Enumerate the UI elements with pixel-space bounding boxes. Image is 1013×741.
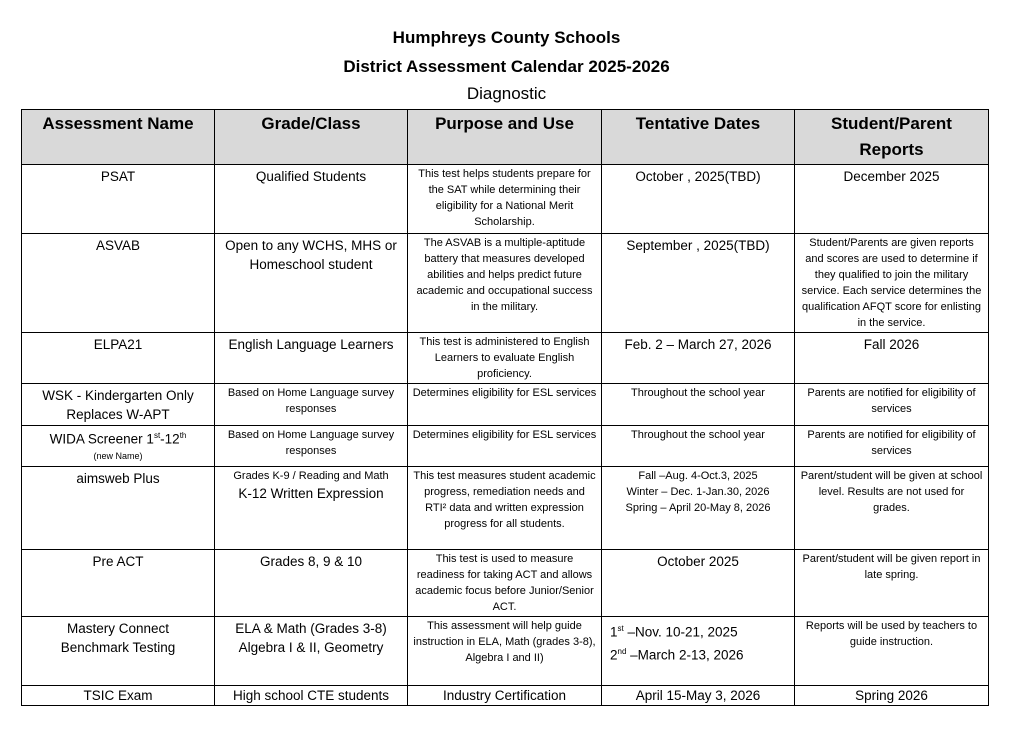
assessment-name: ELPA21	[22, 333, 215, 384]
table-row	[22, 550, 989, 617]
reports: Student/Parents are given reports and scores are used to determine if they qualified to join the military service. Each service determines the qualification AFQT score for enlisting in the service.	[795, 234, 989, 333]
reports: Spring 2026	[795, 686, 989, 706]
reports: Parent/student will be given at school level. Results are not used for grades.	[795, 467, 989, 550]
grade-class: Open to any WCHS, MHS or Homeschool student	[215, 234, 408, 333]
tentative-dates: October , 2025(TBD)	[602, 165, 795, 234]
assessment-name: Pre ACT	[22, 550, 215, 617]
dates-line: Winter – Dec. 1-Jan.30, 2026	[626, 486, 770, 498]
ordinal-suffix: st	[153, 431, 161, 440]
tentative-dates	[602, 617, 795, 686]
tentative-dates: April 15-May 3, 2026	[602, 686, 795, 706]
table-row	[22, 686, 989, 706]
grade-line: Grades K-9 / Reading and Math	[233, 470, 389, 482]
dates-line: Fall –Aug. 4-Oct.3, 2025	[638, 470, 758, 482]
purpose: Industry Certification	[408, 686, 602, 706]
name-note: (new Name)	[93, 450, 143, 461]
reports: December 2025	[795, 165, 989, 234]
purpose: This test is used to measure readiness for taking ACT and allows academic focus before Junior/Senior ACT.	[408, 550, 602, 617]
grade-line: Algebra I & II, Geometry	[238, 640, 384, 655]
col-header-grade-class: Grade/Class	[215, 110, 408, 165]
reports: Fall 2026	[795, 333, 989, 384]
document-title: Humphreys County Schools	[392, 28, 621, 47]
assessment-name-line	[26, 428, 210, 448]
dates-line: 2nd –March 2-13, 2026	[610, 646, 744, 662]
assessment-name: PSAT	[22, 165, 215, 234]
col-header-reports: Student/Parent Reports	[795, 110, 989, 165]
table-row	[22, 617, 989, 686]
table-header-row	[22, 110, 989, 165]
grade-class: Grades 8, 9 & 10	[215, 550, 408, 617]
tentative-dates: October 2025	[602, 550, 795, 617]
col-header-purpose: Purpose and Use	[408, 110, 602, 165]
grade-class: Based on Home Language survey responses	[215, 426, 408, 467]
purpose: This test is administered to English Learners to evaluate English proficiency.	[408, 333, 602, 384]
ordinal-suffix: th	[179, 431, 187, 440]
ordinal-suffix: st	[617, 624, 624, 633]
col-header-assessment-name: Assessment Name	[22, 110, 215, 165]
purpose: This test measures student academic progress, remediation needs and RTI² data and written expression progress for all students.	[408, 467, 602, 550]
table-row	[22, 426, 989, 467]
grade-class: Based on Home Language survey responses	[215, 384, 408, 426]
dates-line: Spring – April 20-May 8, 2026	[625, 502, 771, 514]
purpose: This assessment will help guide instruction in ELA, Math (grades 3-8), Algebra I and II)	[408, 617, 602, 686]
tentative-dates	[602, 467, 795, 550]
tentative-dates: Feb. 2 – March 27, 2026	[602, 333, 795, 384]
purpose: The ASVAB is a multiple-aptitude battery that measures developed abilities and helps predict future academic and occupational success in the military.	[408, 234, 602, 333]
document-subtitle: District Assessment Calendar 2025-2026	[343, 57, 670, 76]
ordinal-suffix: nd	[617, 646, 627, 656]
assessment-name: TSIC Exam	[22, 686, 215, 706]
col-header-dates: Tentative Dates	[602, 110, 795, 165]
purpose: Determines eligibility for ESL services	[408, 384, 602, 426]
reports: Parents are notified for eligibility of services	[795, 384, 989, 426]
grade-class: Qualified Students	[215, 165, 408, 234]
name-part: WIDA Screener 1	[49, 431, 154, 447]
table-row	[22, 467, 989, 550]
grade-line: K-12 Written Expression	[238, 486, 384, 501]
purpose: This test helps students prepare for the SAT while determining their eligibility for a National Merit Scholarship.	[408, 165, 602, 234]
tentative-dates: Throughout the school year	[602, 384, 795, 426]
grade-class	[215, 467, 408, 550]
name-part: -12	[160, 431, 180, 447]
grade-class: English Language Learners	[215, 333, 408, 384]
assessment-name-line: WSK - Kindergarten Only	[42, 388, 194, 403]
assessment-name-line: Mastery Connect	[66, 621, 170, 636]
dates-line: 1st –Nov. 10-21, 2025	[610, 624, 738, 640]
reports: Parent/student will be given report in late spring.	[795, 550, 989, 617]
grade-line: ELA & Math (Grades 3-8)	[235, 621, 387, 636]
table-row	[22, 384, 989, 426]
document-category: Diagnostic	[466, 84, 547, 103]
grade-class: High school CTE students	[215, 686, 408, 706]
assessment-name	[22, 384, 215, 426]
table-row	[22, 165, 989, 234]
tentative-dates: September , 2025(TBD)	[602, 234, 795, 333]
table-row	[22, 333, 989, 384]
tentative-dates: Throughout the school year	[602, 426, 795, 467]
assessment-name: aimsweb Plus	[22, 467, 215, 550]
assessment-name	[22, 426, 215, 467]
purpose: Determines eligibility for ESL services	[408, 426, 602, 467]
assessment-name-line: Benchmark Testing	[60, 640, 176, 655]
assessment-name: ASVAB	[22, 234, 215, 333]
assessment-name	[22, 617, 215, 686]
assessment-name-line: Replaces W-APT	[66, 407, 170, 422]
assessment-table	[21, 109, 989, 706]
table-row	[22, 234, 989, 333]
grade-class	[215, 617, 408, 686]
reports: Parents are notified for eligibility of services	[795, 426, 989, 467]
reports: Reports will be used by teachers to guide instruction.	[795, 617, 989, 686]
